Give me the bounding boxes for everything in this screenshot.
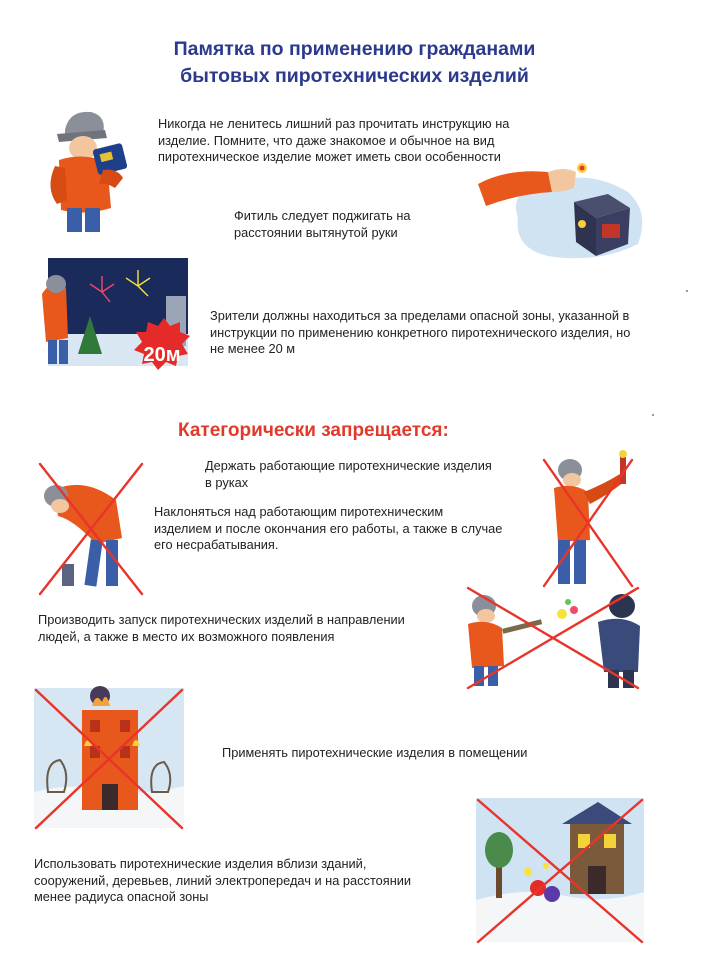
lighting-fuse-icon <box>478 138 648 263</box>
scan-speck <box>652 414 654 416</box>
indoors-text: Применять пиротехнические изделия в помещении <box>222 745 528 760</box>
instruction-text <box>158 116 509 166</box>
text-line: менее радиуса опасной зоны <box>34 889 209 904</box>
text-line: Наклоняться над работающим пиротехническим <box>154 504 444 519</box>
text-line: Фитиль следует поджигать на <box>234 208 411 223</box>
text-line: Использовать пиротехнические изделия вблизи зданий, <box>34 856 367 871</box>
aim-text <box>38 612 405 645</box>
text-line: не менее 20 м <box>210 341 296 356</box>
text-line: пиротехническое изделие может иметь свои особенности <box>158 149 501 164</box>
text-line: инструкции по применению конкретного пиротехнического изделия, но <box>210 324 631 340</box>
text-line: Никогда не ленитесь лишний раз прочитать инструкцию на <box>158 116 510 131</box>
fuse-text <box>234 208 411 241</box>
text-line: Производить запуск пиротехнических изделий в направлении <box>38 612 405 627</box>
text-line: в руках <box>205 474 249 490</box>
text-line: расстоянии вытянутой руки <box>234 224 398 240</box>
page-title-line2: бытовых пиротехнических изделий <box>180 65 529 87</box>
scan-speck <box>686 290 688 292</box>
text-line: Держать работающие пиротехнические изделия <box>205 458 492 473</box>
spectators-text <box>210 308 630 358</box>
near-text <box>34 856 411 906</box>
text-line: Зрители должны находиться за пределами опасной зоны, указанной в <box>210 308 630 323</box>
text-line: его несрабатывания. <box>154 537 279 552</box>
burning-building-crossed-icon <box>34 682 184 832</box>
distance-badge: 20м <box>143 344 181 366</box>
leaning-over-firework-crossed-icon <box>34 460 154 600</box>
text-line: сооружений, деревьев, линий электропередач и на расстоянии <box>34 872 412 888</box>
hold-text <box>205 458 492 491</box>
aiming-at-people-crossed-icon <box>462 586 646 690</box>
person-reading-instructions-icon <box>45 108 135 236</box>
text-line: людей, а также в место их возможного появления <box>38 628 335 644</box>
prohibited-heading: Категорически запрещается: <box>178 420 449 441</box>
lean-text <box>154 504 502 554</box>
holding-firework-crossed-icon <box>540 448 640 592</box>
near-house-crossed-icon <box>476 796 646 944</box>
page-title-line1: Памятка по применению гражданами <box>173 38 536 60</box>
text-line: изделием и после окончания его работы, а также в случае <box>154 520 503 536</box>
text-line: изделие. Помните, что даже знакомое и обычное на вид <box>158 132 495 148</box>
